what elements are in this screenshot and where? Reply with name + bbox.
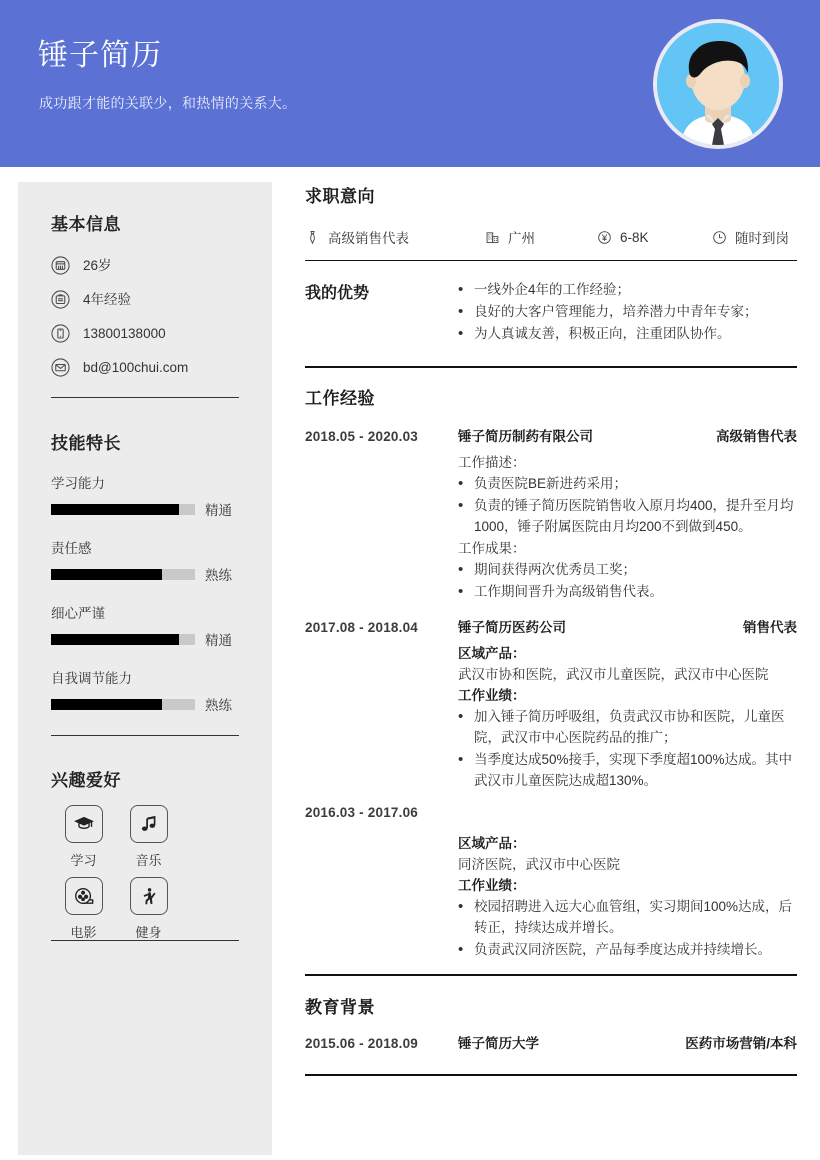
main-content <box>305 182 797 1076</box>
age-value: 26岁 <box>83 257 112 273</box>
job-intention-row <box>305 220 797 254</box>
necktie-icon <box>305 230 320 245</box>
experience-entry <box>305 805 797 960</box>
intent-availability <box>712 227 789 247</box>
advantage-section <box>305 279 797 345</box>
skill-level: 精通 <box>205 503 232 518</box>
skills-list <box>51 472 239 714</box>
skill-label: 学习能力 <box>51 476 105 491</box>
list-item: • 为人真诚友善，积极正向，注重团队协作。 <box>474 323 758 344</box>
experience-years-value: 4年经验 <box>83 291 132 307</box>
intent-position-value: 高级销售代表 <box>328 231 409 246</box>
education-major: 医药市场营销/本科 <box>685 1036 797 1051</box>
divider <box>305 1074 797 1076</box>
experience-role: 高级销售代表 <box>716 429 797 444</box>
list-item: • 加入锤子简历呼吸组，负责武汉市协和医院，儿童医院，武汉市中心医院药品的推广； <box>474 706 797 748</box>
resume-header <box>0 0 820 167</box>
education-date: 2015.06 - 2018.09 <box>305 1036 418 1051</box>
list-item <box>51 602 239 649</box>
divider <box>51 397 239 398</box>
experience-bullets <box>458 706 797 791</box>
skill-progress-bar <box>51 569 195 580</box>
basic-info-title: 基本信息 <box>51 215 121 234</box>
education-entry <box>305 1032 797 1052</box>
list-item <box>116 805 181 869</box>
phone-value: 13800138000 <box>83 325 166 341</box>
music-note-icon <box>130 805 168 843</box>
phone-icon <box>51 324 70 343</box>
experience-text: 同济医院，武汉市中心医院 <box>458 857 620 872</box>
basic-info-list <box>51 251 239 382</box>
list-item: • 负责武汉同济医院，产品每季度达成并持续增长。 <box>474 939 797 960</box>
divider <box>305 366 797 368</box>
experience-subheading: 区域产品： <box>458 836 526 851</box>
hobbies-list <box>51 805 239 949</box>
experience-subheading: 工作业绩： <box>458 688 526 703</box>
list-item: • 当季度达成50%接手，实现下季度超100%达成。其中武汉市儿童医院达成超130%。 <box>474 749 797 791</box>
skill-progress-fill <box>51 569 162 580</box>
advantage-title: 我的优势 <box>305 285 370 302</box>
list-item: • 负责医院BE新进药采用； <box>474 473 797 494</box>
experience-role: 销售代表 <box>743 620 797 635</box>
sidebar <box>18 182 272 1155</box>
experience-subheading: 工作描述： <box>458 455 526 470</box>
page-title: 锤子简历 <box>38 39 162 72</box>
hobby-label: 电影 <box>70 925 97 940</box>
intent-availability-value: 随时到岗 <box>735 231 789 246</box>
list-item <box>51 877 116 941</box>
list-item <box>51 667 239 714</box>
yen-circle-icon <box>597 230 612 245</box>
education-section <box>305 993 797 1076</box>
skills-section <box>51 429 239 732</box>
skill-progress-fill <box>51 634 179 645</box>
list-item <box>51 805 116 869</box>
skill-label: 责任感 <box>51 541 92 556</box>
list-item <box>51 353 239 382</box>
experience-bullets <box>458 896 797 960</box>
education-school: 锤子简历大学 <box>458 1036 539 1051</box>
skill-progress-bar <box>51 504 195 515</box>
fitness-icon <box>130 877 168 915</box>
film-reel-icon <box>65 877 103 915</box>
list-item <box>51 537 239 584</box>
experience-section <box>305 384 797 960</box>
skill-progress-bar <box>51 634 195 645</box>
experience-company: 锤子简历医药公司 <box>458 620 566 635</box>
experience-date: 2017.08 - 2018.04 <box>305 620 418 635</box>
skill-label: 自我调节能力 <box>51 671 132 686</box>
calendar-icon <box>51 256 70 275</box>
list-item: • 一线外企4年的工作经验； <box>474 279 758 300</box>
divider <box>305 974 797 976</box>
clock-icon <box>712 230 727 245</box>
experience-subheading: 工作成果： <box>458 541 526 556</box>
intent-location-value: 广州 <box>508 231 535 246</box>
list-item: • 良好的大客户管理能力，培养潜力中青年专家； <box>474 301 758 322</box>
male-avatar-icon <box>657 23 779 145</box>
list-item <box>116 877 181 941</box>
experience-company: 锤子简历制药有限公司 <box>458 429 593 444</box>
experience-entry <box>305 616 797 791</box>
divider <box>51 735 239 736</box>
skill-label: 细心严谨 <box>51 606 105 621</box>
hobbies-section <box>51 766 239 949</box>
list-item <box>51 472 239 519</box>
email-value: bd@100chui.com <box>83 359 189 375</box>
skill-level: 精通 <box>205 633 232 648</box>
experience-subheading: 工作业绩： <box>458 878 526 893</box>
skill-progress-bar <box>51 699 195 710</box>
divider <box>305 260 797 261</box>
envelope-icon <box>51 358 70 377</box>
basic-info-section <box>51 210 239 387</box>
skill-progress-fill <box>51 699 162 710</box>
hobby-label: 音乐 <box>135 853 162 868</box>
experience-title: 工作经验 <box>305 389 375 408</box>
badge-icon <box>51 290 70 309</box>
skill-progress-fill <box>51 504 179 515</box>
list-item: • 工作期间晋升为高级销售代表。 <box>474 581 797 602</box>
advantage-list <box>458 279 758 345</box>
intent-position <box>305 227 485 247</box>
list-item <box>51 285 239 314</box>
header-slogan: 成功跟才能的关联少，和热情的关系大。 <box>39 95 297 111</box>
list-item <box>51 319 239 348</box>
intent-salary <box>597 230 712 245</box>
list-item: • 校园招聘进入远大心血管组，实习期间100%达成，后转正，持续达成并增长。 <box>474 896 797 938</box>
experience-bullets <box>458 473 797 537</box>
skills-title: 技能特长 <box>51 434 121 453</box>
experience-date: 2018.05 - 2020.03 <box>305 429 418 444</box>
avatar <box>653 19 783 149</box>
job-intention-title: 求职意向 <box>305 187 375 206</box>
education-title: 教育背景 <box>305 998 375 1017</box>
experience-date: 2016.03 - 2017.06 <box>305 805 418 820</box>
list-item <box>51 251 239 280</box>
hobbies-title: 兴趣爱好 <box>51 771 121 790</box>
intent-salary-value: 6-8K <box>620 229 649 245</box>
job-intention-section <box>305 182 797 261</box>
divider <box>51 940 239 941</box>
experience-subheading: 区域产品： <box>458 646 526 661</box>
graduation-cap-icon <box>65 805 103 843</box>
experience-entry <box>305 425 797 602</box>
list-item: • 负责的锤子简历医院销售收入原月均400，提升至月均 1000，锤子附属医院由月均200不到做到450。 <box>474 495 797 537</box>
list-item: • 期间获得两次优秀员工奖； <box>474 559 797 580</box>
avatar-image <box>657 23 779 145</box>
skill-level: 熟练 <box>205 568 232 583</box>
skill-level: 熟练 <box>205 698 232 713</box>
building-icon <box>485 230 500 245</box>
experience-text: 武汉市协和医院，武汉市儿童医院，武汉市中心医院 <box>458 667 769 682</box>
hobby-label: 健身 <box>135 925 162 940</box>
intent-location <box>485 227 597 247</box>
experience-bullets <box>458 559 797 602</box>
hobby-label: 学习 <box>70 853 97 868</box>
